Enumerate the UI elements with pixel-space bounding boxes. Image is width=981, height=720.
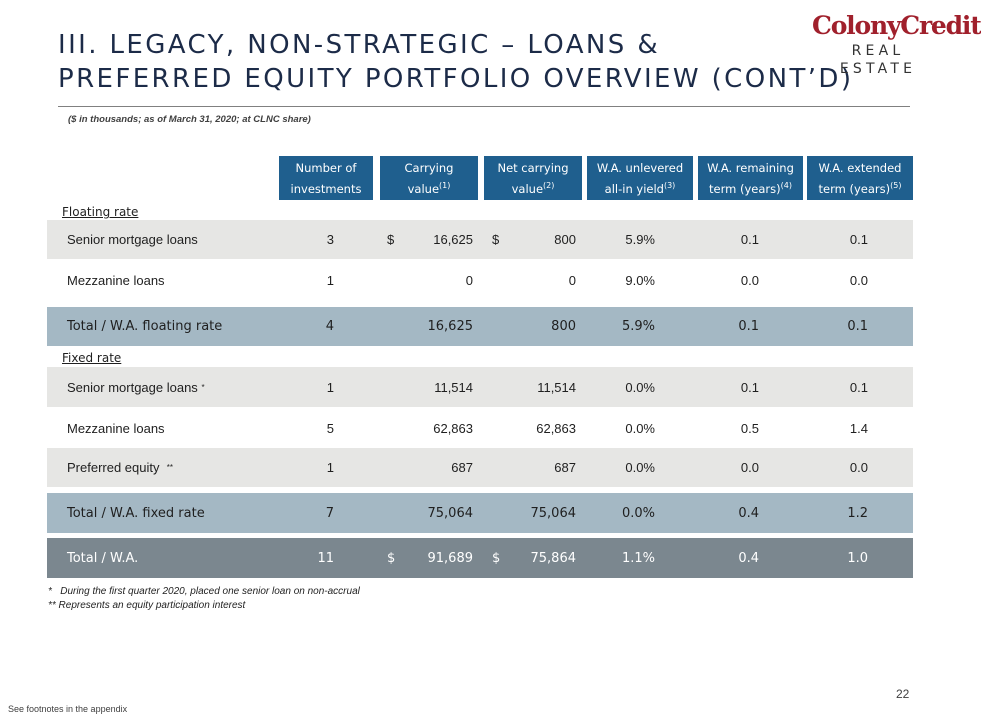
- logo-wordmark: ColonyCredit: [812, 11, 981, 40]
- page-number: 22: [896, 687, 910, 701]
- table-subtitle: ($ in thousands; as of March 31, 2020; at CLNC share): [68, 114, 311, 125]
- cell-count: 7: [325, 505, 334, 521]
- cell-remaining-term: 0.0: [740, 272, 759, 288]
- column-header-carrying-value: [380, 156, 478, 200]
- cell-yield: 1.1%: [621, 550, 655, 566]
- cell-carrying-value: 687: [451, 460, 473, 475]
- cell-carrying-value: 11,514: [434, 379, 473, 395]
- page-title: [58, 28, 854, 96]
- cell-yield: 0.0%: [625, 379, 655, 395]
- footnote-non-accrual: * During the first quarter 2020, placed one senior loan on non-accrual: [48, 586, 360, 597]
- footnote-marker: **: [166, 463, 173, 472]
- cell-yield: 5.9%: [625, 232, 655, 247]
- column-header-line: W.A. extended: [818, 160, 902, 175]
- column-header-line: W.A. unlevered: [596, 160, 684, 175]
- table-row-fixed-total: [47, 493, 913, 533]
- cell-count: 3: [326, 232, 334, 247]
- column-header-line: Net carrying: [497, 160, 569, 175]
- page-title-line-1: III. LEGACY, NON-STRATEGIC – LOANS &: [58, 30, 660, 60]
- cell-carrying-value: 0: [465, 272, 473, 288]
- row-label: Preferred equity **: [67, 460, 173, 475]
- section-label-fixed-rate: Fixed rate: [62, 351, 122, 365]
- cell-count: 1: [326, 272, 334, 288]
- cell-extended-term: 0.0: [849, 272, 868, 288]
- cell-yield: 0.0%: [621, 505, 655, 521]
- cell-net-carrying-value: 0: [568, 272, 576, 288]
- cell-yield: 5.9%: [621, 319, 655, 334]
- column-header-line: W.A. remaining: [707, 160, 794, 175]
- cell-remaining-term: 0.1: [740, 379, 759, 395]
- column-header-line: investments: [290, 181, 362, 196]
- cell-count: 4: [325, 319, 334, 334]
- cell-carrying-value: 16,625: [427, 319, 473, 334]
- cell-carrying-value: 91,689: [427, 550, 473, 566]
- table-row-fixed-senior: [47, 367, 913, 407]
- cell-carrying-value: 75,064: [427, 505, 473, 521]
- column-header-line: Number of: [295, 160, 357, 175]
- cell-yield: 0.0%: [625, 420, 655, 436]
- cell-remaining-term: 0.4: [738, 550, 759, 566]
- logo-tagline: REAL ESTATE: [839, 43, 917, 77]
- cell-count: 11: [317, 550, 334, 566]
- cell-extended-term: 0.1: [849, 379, 868, 395]
- table-row-fixed-mezzanine: [47, 408, 913, 448]
- table-row-floating-mezzanine: [47, 260, 913, 300]
- footnotes: [48, 585, 360, 613]
- column-header-line: value$^{(1)}$: [407, 180, 451, 196]
- column-header-line: value$^{(2)}$: [511, 180, 555, 196]
- cell-count: 1: [326, 379, 334, 395]
- cell-remaining-term: 0.5: [740, 420, 759, 436]
- column-header-net-carrying-value: [484, 156, 582, 200]
- page-title-line-2: PREFERRED EQUITY PORTFOLIO OVERVIEW (CONT’D): [58, 64, 854, 94]
- column-header-line: term (years)$^{(4)}$: [709, 180, 792, 196]
- column-header-line: all-in yield$^{(3)}$: [604, 180, 676, 196]
- table-row-floating-total: [47, 307, 913, 346]
- cell-extended-term: 1.4: [849, 420, 868, 436]
- table-row-fixed-preferred-equity: [47, 448, 913, 487]
- cell-extended-term: 0.1: [849, 232, 868, 247]
- cell-net-carrying-value: 11,514: [537, 379, 576, 395]
- cell-count: 5: [326, 420, 334, 436]
- row-label: Mezzanine loans: [67, 272, 165, 288]
- cell-net-carrying-value: 687: [554, 460, 576, 475]
- row-label: Total / W.A. floating rate: [67, 319, 223, 334]
- cell-remaining-term: 0.1: [740, 232, 759, 247]
- cell-extended-term: 1.0: [847, 550, 868, 566]
- row-label: Total / W.A.: [67, 550, 139, 566]
- cell-remaining-term: 0.0: [740, 460, 759, 475]
- currency-symbol: $: [387, 550, 396, 566]
- row-label: Senior mortgage loans: [67, 232, 198, 247]
- footnote-marker: *: [201, 382, 205, 392]
- currency-symbol: $: [492, 550, 501, 566]
- cell-yield: 9.0%: [625, 272, 655, 288]
- currency-symbol: $: [387, 232, 395, 247]
- table-row-grand-total: [47, 538, 913, 578]
- cell-remaining-term: 0.4: [738, 505, 759, 521]
- column-header-investments: [279, 156, 373, 200]
- cell-remaining-term: 0.1: [738, 319, 759, 334]
- cell-extended-term: 1.2: [847, 505, 868, 521]
- row-label: Mezzanine loans: [67, 420, 165, 436]
- cell-yield: 0.0%: [625, 460, 655, 475]
- cell-carrying-value: 16,625: [433, 232, 473, 247]
- footnote-equity-participation: ** Represents an equity participation interest: [48, 600, 246, 611]
- see-footnotes-note: See footnotes in the appendix: [8, 704, 128, 714]
- column-header-unlevered-yield: [587, 156, 693, 200]
- cell-net-carrying-value: 75,864: [530, 550, 576, 566]
- cell-extended-term: 0.1: [847, 319, 868, 334]
- row-label: Senior mortgage loans *: [67, 379, 205, 395]
- cell-net-carrying-value: 800: [551, 319, 576, 334]
- cell-net-carrying-value: 75,064: [530, 505, 576, 521]
- column-header-extended-term: [807, 156, 913, 200]
- column-header-remaining-term: [698, 156, 803, 200]
- section-label-floating-rate: Floating rate: [62, 205, 139, 219]
- currency-symbol: $: [492, 232, 500, 247]
- title-divider: [58, 106, 910, 107]
- table-row-floating-senior: [47, 220, 913, 259]
- cell-net-carrying-value: 800: [554, 232, 576, 247]
- column-header-line: term (years)$^{(5)}$: [818, 180, 902, 196]
- column-header-line: Carrying: [404, 160, 454, 175]
- cell-carrying-value: 62,863: [433, 420, 473, 436]
- company-logo: [812, 11, 981, 78]
- cell-count: 1: [326, 460, 334, 475]
- row-label: Total / W.A. fixed rate: [67, 505, 205, 521]
- cell-net-carrying-value: 62,863: [536, 420, 576, 436]
- cell-extended-term: 0.0: [849, 460, 868, 475]
